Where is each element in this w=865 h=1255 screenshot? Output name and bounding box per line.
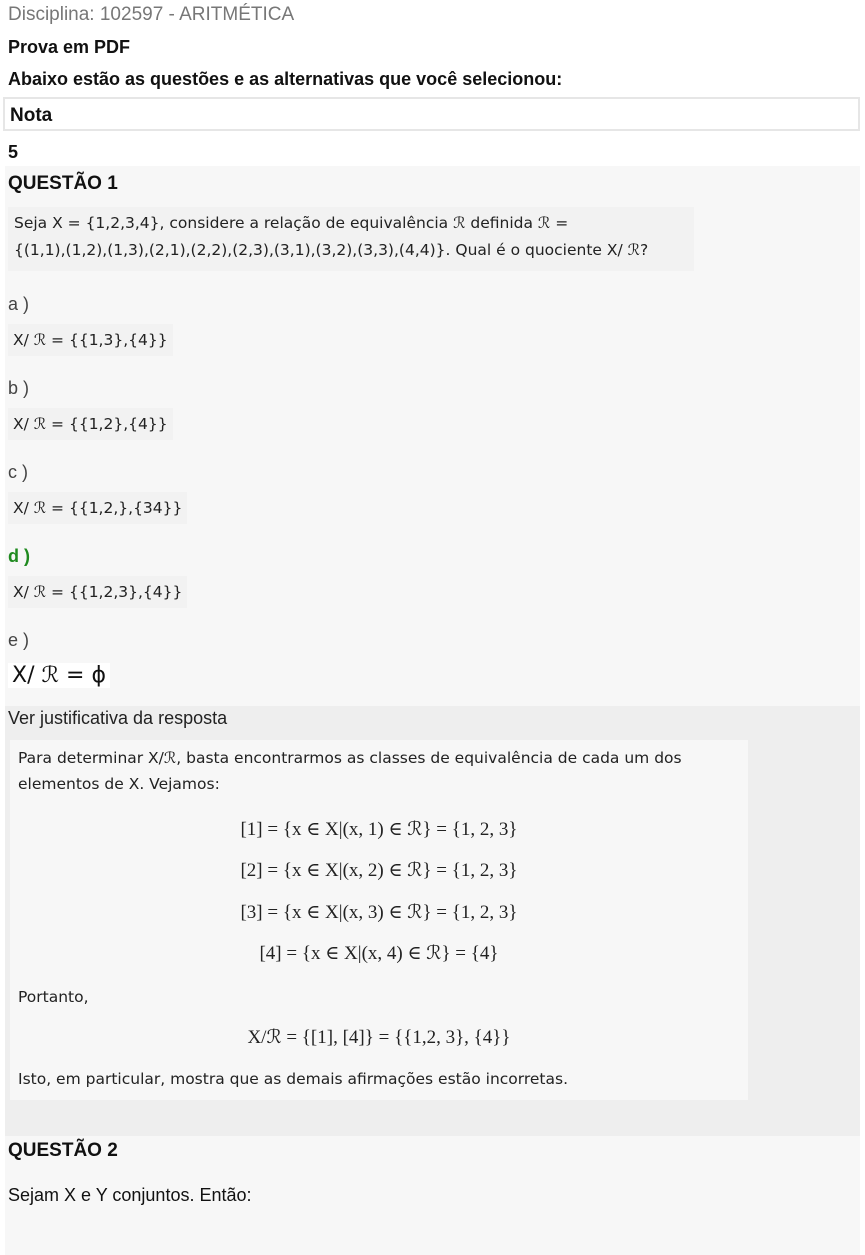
justification-intro [18,745,682,797]
question-1-title: QUESTÃO 1 [8,173,118,194]
equation-class-2: [2] = {x ∈ X|(x, 2) ∈ ℛ} = {1, 2, 3} [240,860,518,881]
intro-line-2: elementos de X. Vejamos: [18,775,220,793]
option-d-label[interactable]: d ) [8,546,30,566]
justification-toggle[interactable]: Ver justificativa da resposta [8,708,228,728]
option-a-content[interactable]: X/ ℛ = {{1,3},{4}} [8,324,173,356]
grade-value: 5 [8,142,19,162]
option-c-content[interactable]: X/ ℛ = {{1,2,},{34}} [8,492,187,524]
grade-label: Nota [10,105,53,126]
option-c-label[interactable]: c ) [8,462,28,482]
option-b-content[interactable]: X/ ℛ = {{1,2},{4}} [8,408,173,440]
statement-line-1: Seja X = {1,2,3,4}, considere a relação de equivalência ℛ definida ℛ = [14,214,569,232]
conclusion-text: Isto, em particular, mostra que as demais afirmações estão incorretas. [18,1070,569,1088]
portanto-text: Portanto, [18,988,89,1006]
equation-result: X/ℛ = {[1], [4]} = {{1,2, 3}, {4}} [247,1027,511,1048]
equation-class-3: [3] = {x ∈ X|(x, 3) ∈ ℛ} = {1, 2, 3} [240,902,518,923]
discipline-label: Disciplina: 102597 - ARITMÉTICA [8,4,295,25]
option-e-content[interactable]: X/ ℛ = ϕ [8,663,110,688]
question-2-statement: Sejam X e Y conjuntos. Então: [8,1185,252,1205]
intro-line-1: Para determinar X/ℛ, basta encontrarmos as classes de equivalência de cada um dos [18,749,682,767]
grade-box [3,97,860,131]
justification-content [10,740,748,1100]
option-a-label[interactable]: a ) [8,294,30,314]
page-subtitle: Abaixo estão as questões e as alternativas que você selecionou: [8,69,563,89]
page-title: Prova em PDF [8,37,131,57]
option-d-content[interactable]: X/ ℛ = {{1,2,3},{4}} [8,576,187,608]
equation-class-1: [1] = {x ∈ X|(x, 1) ∈ ℛ} = {1, 2, 3} [240,819,518,840]
option-b-label[interactable]: b ) [8,378,30,398]
option-e-label[interactable]: e ) [8,630,30,650]
statement-line-2: {(1,1),(1,2),(1,3),(2,1),(2,2),(2,3),(3,1),(3,2),(3,3),(4,4)}. Qual é o quociente X/ ℛ? [14,241,649,259]
question-1-statement [8,207,694,271]
equation-class-4: [4] = {x ∈ X|(x, 4) ∈ ℛ} = {4} [259,943,499,964]
question-2-title: QUESTÃO 2 [8,1140,118,1161]
